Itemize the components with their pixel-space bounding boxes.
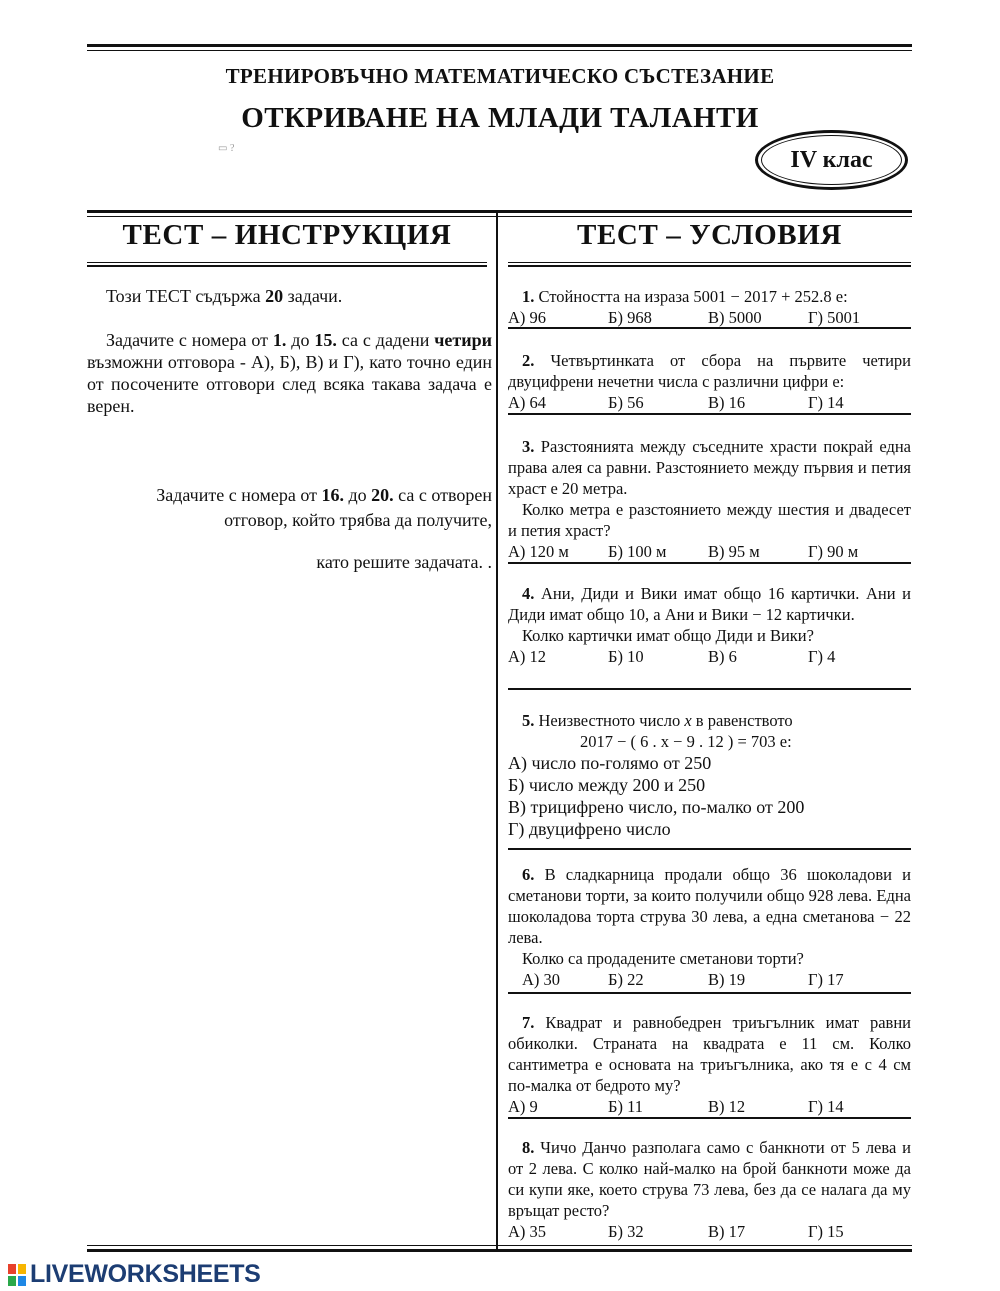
- competition-subtitle: ОТКРИВАНЕ НА МЛАДИ ТАЛАНТИ: [241, 102, 759, 134]
- answer-option[interactable]: В) 95 м: [708, 542, 760, 561]
- answer-option[interactable]: Г) 15: [808, 1222, 844, 1241]
- question-separator: [508, 413, 911, 415]
- logo-blocks-icon: [8, 1264, 26, 1286]
- question-separator: [508, 848, 911, 850]
- question-separator: [508, 992, 911, 994]
- top-rule-thin: [87, 50, 912, 51]
- answers-4: [508, 646, 911, 667]
- question-separator: [508, 562, 911, 564]
- answer-option[interactable]: А) 30: [522, 970, 561, 989]
- answer-option[interactable]: А) число по-голямо от 250: [508, 753, 712, 773]
- answer-option[interactable]: Б) 100 м: [608, 542, 667, 561]
- equation: 2017 − ( 6 . x − 9 . 12 ) = 703 е:: [580, 732, 792, 751]
- answers-2: [508, 392, 911, 413]
- answer-option[interactable]: В) 6: [708, 647, 737, 666]
- instruction-paragraph-3-line2: отговор, който трябва да получите,: [224, 510, 492, 530]
- question-separator: [508, 1117, 911, 1119]
- answer-option[interactable]: Г) 90 м: [808, 542, 859, 561]
- question-5: 5. Неизвестното число x в равенството 2017 − ( 6 . x − 9 . 12 ) = 703 е: А) число по-голямо от 250 Б) число между 200 и 250 В) трицифрено число, по-малко от 200 Г) двуцифрено число: [508, 710, 911, 840]
- bottom-rule-thin: [87, 1245, 912, 1246]
- top-rule-thick: [87, 44, 912, 47]
- instruction-paragraph-2: Задачите с номера от 1. до 15. са с дадени четири възможни отговора - А), Б), В) и Г), като точно един от посочените отговори след всяка такава задача е верен.: [87, 330, 492, 416]
- answer-option[interactable]: Б) число между 200 и 250: [508, 775, 706, 795]
- answer-option[interactable]: Г) 14: [808, 1097, 844, 1116]
- answers-6: [508, 969, 911, 990]
- question-1: 1. Стойността на израза 5001 − 2017 + 252.8 е: А) 96 Б) 968 В) 5000 Г) 5001: [508, 286, 911, 328]
- question-4: 4. Ани, Диди и Вики имат общо 16 картички. Ани и Диди имат общо 10, а Ани и Вики − 12 картички. Колко картички имат общо Диди и Вики? А) 12 Б) 10 В) 6 Г) 4: [508, 584, 911, 666]
- answer-option[interactable]: Г) 17: [808, 970, 844, 989]
- question-2: 2. Четвъртинката от сбора на първите четири двуцифрени нечетни числа с различни цифри е: А) 64 Б) 56 В) 16 Г) 14: [508, 351, 911, 412]
- instructions-title-rule: [87, 262, 487, 263]
- answer-option[interactable]: А) 12: [508, 647, 547, 666]
- conditions-title-rule-thick: [508, 265, 911, 267]
- answer-option[interactable]: Г) 4: [808, 647, 836, 666]
- grade-badge: [755, 130, 908, 190]
- conditions-title-rule: [508, 262, 911, 263]
- question-separator: [508, 327, 911, 329]
- question-separator: [508, 688, 911, 690]
- answer-option[interactable]: Б) 10: [608, 647, 644, 666]
- answer-option[interactable]: А) 120 м: [508, 542, 569, 561]
- small-mark: ▭ ?: [218, 143, 235, 154]
- answers-8: [508, 1221, 911, 1242]
- competition-title: ТРЕНИРОВЪЧНО МАТЕМАТИЧЕСКО СЪСТЕЗАНИЕ: [225, 64, 775, 88]
- instruction-paragraph-3: Задачите с номера от 16. до 20. са с отворен: [156, 485, 492, 505]
- section-rule-thin: [87, 216, 912, 217]
- answer-option[interactable]: Б) 32: [608, 1222, 644, 1241]
- answer-option[interactable]: Г) 14: [808, 393, 844, 412]
- answer-option[interactable]: В) 12: [708, 1097, 746, 1116]
- answer-option[interactable]: В) 5000: [708, 308, 762, 327]
- question-8: 8. Чичо Данчо разполага само с банкноти от 5 лева и от 2 лева. С колко най-малко на брой банкноти може да си купи яке, което струва 73 лева, без да се налага да му връщат ресто? А) 35 Б) 32 В) 17 Г) 15: [508, 1138, 911, 1241]
- instructions-title-rule-thick: [87, 265, 487, 267]
- answer-option[interactable]: В) трицифрено число, по-малко от 200: [508, 797, 805, 817]
- instructions-title: ТЕСТ – ИНСТРУКЦИЯ: [122, 219, 452, 251]
- answer-option[interactable]: А) 64: [508, 393, 547, 412]
- answer-option[interactable]: Г) 5001: [808, 308, 861, 327]
- answer-option[interactable]: А) 9: [508, 1097, 538, 1116]
- answer-option[interactable]: В) 17: [708, 1222, 746, 1241]
- answers-3: [508, 541, 911, 562]
- question-6: 6. В сладкарница продали общо 36 шоколадови и сметанови торти, за които получили общо 928 лева. Една шоколадова торта струва 30 лева, а една сметанова − 22 лева. Колко са продадените сметанови торти? А) 30 Б) 22 В) 19 Г) 17: [508, 865, 911, 989]
- instruction-paragraph-1: Този ТЕСТ съдържа 20 задачи.: [106, 286, 343, 306]
- answers-7: [508, 1096, 911, 1117]
- bottom-rule-thick: [87, 1249, 912, 1252]
- conditions-title: ТЕСТ – УСЛОВИЯ: [577, 219, 842, 251]
- answer-option[interactable]: Б) 968: [608, 308, 652, 327]
- answer-option[interactable]: А) 96: [508, 308, 547, 327]
- answer-option[interactable]: В) 16: [708, 393, 746, 412]
- instruction-paragraph-3-line3: като решите задачата. .: [316, 552, 492, 572]
- answer-option[interactable]: Г) двуцифрено число: [508, 819, 671, 839]
- answer-option[interactable]: Б) 56: [608, 393, 644, 412]
- grade-label: IV клас: [761, 135, 902, 185]
- section-rule-thick: [87, 210, 912, 213]
- answer-option[interactable]: А) 35: [508, 1222, 547, 1241]
- logo-text: LIVEWORKSHEETS: [30, 1260, 261, 1288]
- answer-option[interactable]: Б) 11: [608, 1097, 643, 1116]
- answers-1: [508, 307, 911, 328]
- question-3: 3. Разстоянията между съседните храсти покрай една права алея са равни. Разстоянието между първия и петия храст е 20 метра. Колко метра е разстоянието между шестия и двадесет и петия храст? А) 120 м Б) 100 м В) 95 м Г) 90 м: [508, 437, 911, 561]
- answer-option[interactable]: В) 19: [708, 970, 746, 989]
- question-7: 7. Квадрат и равнобедрен триъгълник имат равни обиколки. Страната на квадрата е 11 см. Колко сантиметра е основата на триъгълника, ако тя е с 4 см по-малка от бедрото му? А) 9 Б) 11 В) 12 Г) 14: [508, 1013, 911, 1116]
- answer-option[interactable]: Б) 22: [608, 970, 644, 989]
- liveworksheets-logo[interactable]: [8, 1260, 261, 1289]
- column-divider: [496, 210, 498, 1250]
